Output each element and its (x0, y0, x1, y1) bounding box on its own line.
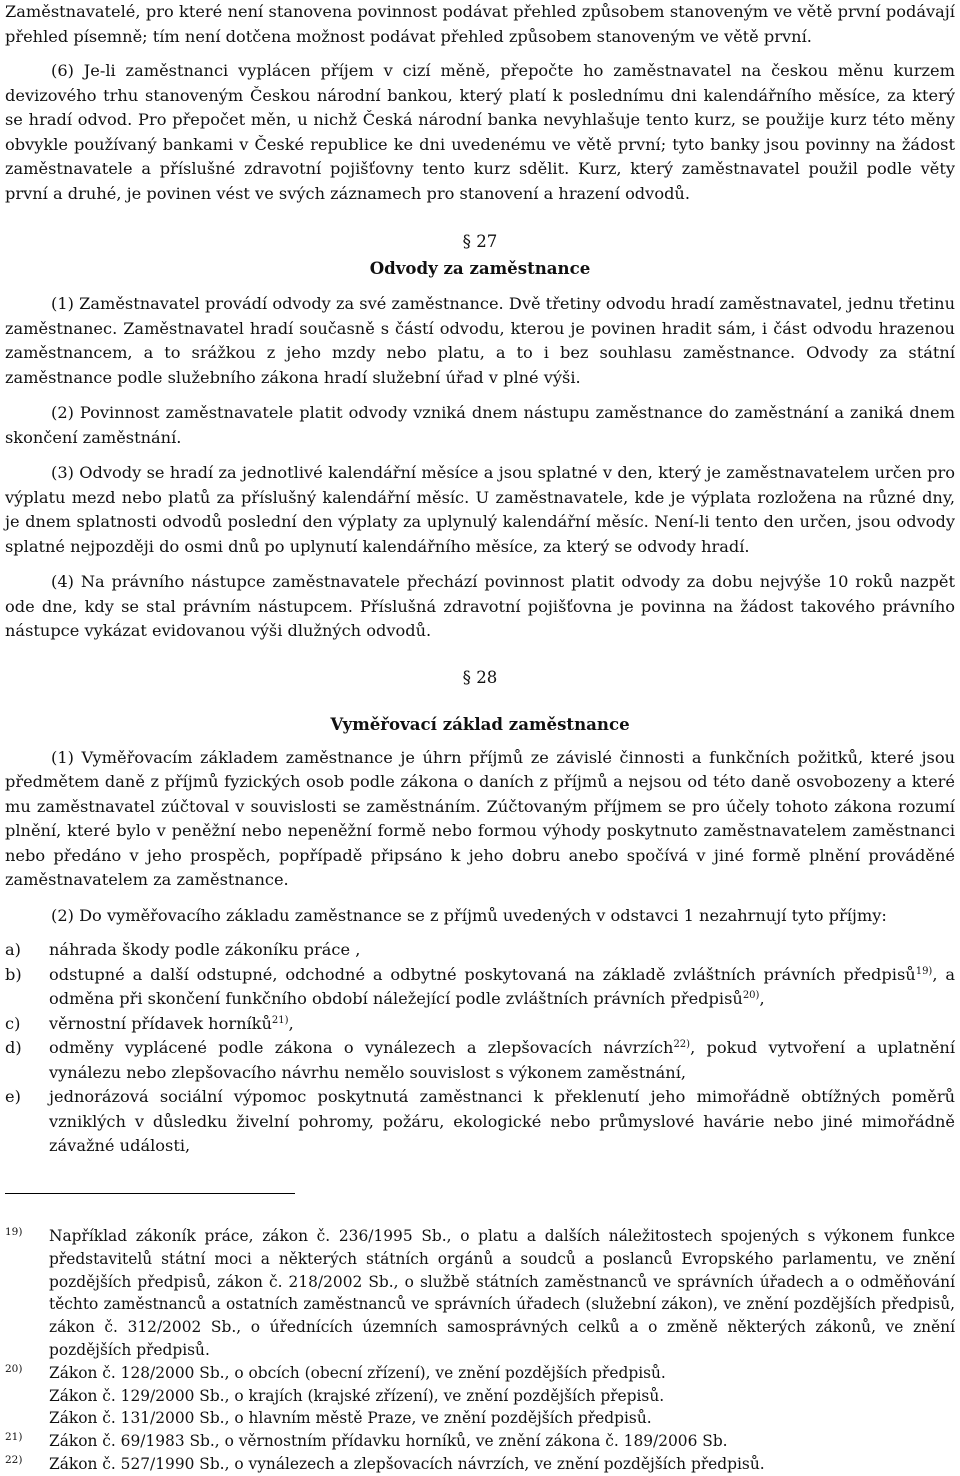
footnote-number: 19) (5, 1226, 23, 1238)
section-27-paragraph-3: (3) Odvody se hradí za jednotlivé kalendářní měsíce a jsou splatné v den, který je zaměstnavatelem určen pro výplatu mezd nebo platů za příslušný kalendářní měsíc. U zaměstnavatele, kde je výplata rozložena na různé dny, je dnem splatnosti odvodů poslední den výplaty za uplynulý kalendářní měsíc. Není-li tento den určen, jsou odvody splatné nejpozději do osmi dnů po uplynutí kalendářního měsíce, za který se odvody hradí. (5, 463, 955, 556)
section-28-number: § 28 (462, 667, 498, 687)
list-text-part: , a odměna při skončení funkčního období náležející podle zvláštních právních předpisů (49, 964, 955, 1008)
list-text-part: , pokud vytvoření a uplatnění vynálezu nebo zlepšovacího návrhu nemělo souvislost s výkonem zaměstnání, (49, 1038, 955, 1082)
footnote-number: 20) (5, 1362, 23, 1375)
excluded-income-list (5, 938, 955, 1159)
list-marker: b) (5, 964, 22, 984)
section-27-title: Odvody za zaměstnance (369, 258, 591, 278)
footnote-ref: 20) (742, 990, 760, 1001)
list-marker: a) (5, 940, 21, 959)
footnote-number: 22) (5, 1453, 23, 1466)
section-27-paragraph-4: (4) Na právního nástupce zaměstnavatele přechází povinnost platit odvody za dobu nejvýše 10 roků nazpět ode dne, kdy se stal právním nástupcem. Příslušná zdravotní pojišťovna je povinna na žádost takového právního nástupce vykázat evidovanou výši dlužných odvodů. (5, 572, 955, 640)
footnote-20 (5, 1362, 955, 1430)
footnotes (5, 1225, 955, 1476)
list-text-part: , (288, 1013, 294, 1033)
section-27-number: § 27 (462, 232, 498, 251)
footnote-text: Například zákoník práce, zákon č. 236/1995 Sb., o platu a dalších náležitostech spojených s výkonem funkce představitelů státní moci a některých státních orgánů a soudců a poslanců Evropského parlamentu, ve znění pozdějších předpisů, zákon č. 218/2002 Sb., o službě státních zaměstnanců ve správních úřadech a o odměňování těchto zaměstnanců a ostatních zaměstnanců ve správních úřadech (služební zákon), ve znění pozdějších předpisů, zákon č. 312/2002 Sb., o úřednících územních samosprávných celků a o změně některých zákonů, ve znění pozdějších předpisů. (49, 1227, 955, 1359)
list-text-part: odměny vyplácené podle zákona o vynálezech a zlepšovacích návrzích (49, 1038, 674, 1057)
list-item (5, 938, 955, 963)
footnote-19 (5, 1225, 955, 1362)
footnote-ref: 19) (915, 965, 933, 977)
section-28-title: Vyměřovací základ zaměstnance (330, 713, 630, 734)
section-27-paragraph-2: (2) Povinnost zaměstnavatele platit odvody vzniká dnem nástupu zaměstnance do zaměstnání a zaniká dnem skončení zaměstnání. (5, 403, 955, 447)
list-text-part: odstupné a další odstupné, odchodné a odbytné poskytovaná na základě zvláštních právních předpisů (49, 964, 916, 984)
footnote-21 (5, 1430, 955, 1453)
footnote-ref: 22) (673, 1039, 691, 1050)
section-27-paragraph-1: (1) Zaměstnavatel provádí odvody za své zaměstnance. Dvě třetiny odvodu hradí zaměstnavatel, jednu třetinu zaměstnanec. Zaměstnavatel hradí současně s částí odvodu, kterou je povinen hradit sám, i část odvodu hrazenou zaměstnancem, a to srážkou z jeho mzdy nebo platu, a to i bez souhlasu zaměstnance. Odvody za státní zaměstnance podle služebního zákona hradí služební úřad v plné výši. (5, 294, 955, 387)
list-item-text: jednorázová sociální výpomoc poskytnutá zaměstnanci k překlenutí jeho mimořádně obtížných poměrů vzniklých v důsledku živelní pohromy, požáru, ekologické nebo průmyslové havárie nebo jiné mimořádně závažné události, (49, 1087, 955, 1155)
list-item (5, 1036, 955, 1085)
list-marker: d) (5, 1038, 22, 1057)
footnote-separator (5, 1193, 295, 1194)
list-item (5, 1012, 955, 1037)
footnote-text: Zákon č. 527/1990 Sb., o vynálezech a zlepšovacích návrzích, ve znění pozdějších předpisů. (49, 1454, 765, 1473)
list-item (5, 963, 955, 1012)
footnote-text: Zákon č. 69/1983 Sb., o věrnostním přídavku horníků, ve znění zákona č. 189/2006 Sb. (49, 1432, 728, 1451)
footnote-number: 21) (5, 1431, 23, 1444)
list-marker: c) (5, 1013, 21, 1033)
footnote-line: Zákon č. 129/2000 Sb., o krajích (krajské zřízení), ve znění pozdějších přepisů. (49, 1386, 665, 1405)
continuation-paragraph: Zaměstnavatelé, pro které není stanovena povinnost podávat přehled způsobem stanoveným ve větě první podávají přehled písemně; tím není dotčena možnost podávat přehled způsobem stanoveným ve větě první. (5, 2, 955, 46)
footnote-line: Zákon č. 128/2000 Sb., o obcích (obecní zřízení), ve znění pozdějších předpisů. (49, 1363, 666, 1382)
list-text-part: věrnostní přídavek horníků (49, 1013, 272, 1033)
list-item (5, 1085, 955, 1159)
footnote-ref: 21) (271, 1014, 289, 1026)
footnote-22 (5, 1453, 955, 1476)
list-item-text: náhrada škody podle zákoníku práce , (49, 940, 361, 959)
list-item-text (49, 1012, 955, 1037)
footnote-text (49, 1362, 955, 1430)
section-28-paragraph-1: (1) Vyměřovacím základem zaměstnance je úhrn příjmů ze závislé činnosti a funkčních požitků, které jsou předmětem daně z příjmů fyzických osob podle zákona o daních z příjmů a nejsou od této daně osvobozeny a které mu zaměstnavatel zúčtoval v souvislosti se zaměstnáním. Zúčtovaným příjmem se pro účely tohoto zákona rozumí plnění, které bylo v peněžní nebo nepeněžní formě nebo formou výhody poskytnuto zaměstnavatelem zaměstnanci nebo předáno v jeho prospěch, popřípadě připsáno k jeho dobru anebo spočívá v jiné formě plnění prováděné zaměstnavatelem za zaměstnance. (5, 747, 955, 889)
list-text-part: , (759, 989, 765, 1008)
list-marker: e) (5, 1087, 21, 1106)
list-item-text (49, 1036, 955, 1085)
document-page (5, 0, 955, 1159)
footnote-line: Zákon č. 131/2000 Sb., o hlavním městě Praze, ve znění pozdějších předpisů. (49, 1409, 652, 1428)
section-28-paragraph-2: (2) Do vyměřovacího základu zaměstnance se z příjmů uvedených v odstavci 1 nezahrnují tyto příjmy: (51, 905, 887, 925)
list-item-text (49, 963, 955, 1012)
paragraph-6: (6) Je-li zaměstnanci vyplácen příjem v cizí měně, přepočte ho zaměstnavatel na českou měnu kurzem devizového trhu stanoveným Českou národní bankou, který platí k poslednímu dni kalendářního měsíce, za který se hradí odvod. Pro přepočet měn, u nichž Česká národní banka nevyhlašuje tento kurz, se použije kurz této měny obvykle používaný bankami v České republice ke dni uvedenému ve větě první; tyto banky jsou povinny na žádost zaměstnavatele a příslušné zdravotní pojišťovny tento kurz sdělit. Kurz, který zaměstnavatel použil podle věty první a druhé, je povinen vést ve svých záznamech pro stanovení a hrazení odvodů. (5, 61, 955, 203)
